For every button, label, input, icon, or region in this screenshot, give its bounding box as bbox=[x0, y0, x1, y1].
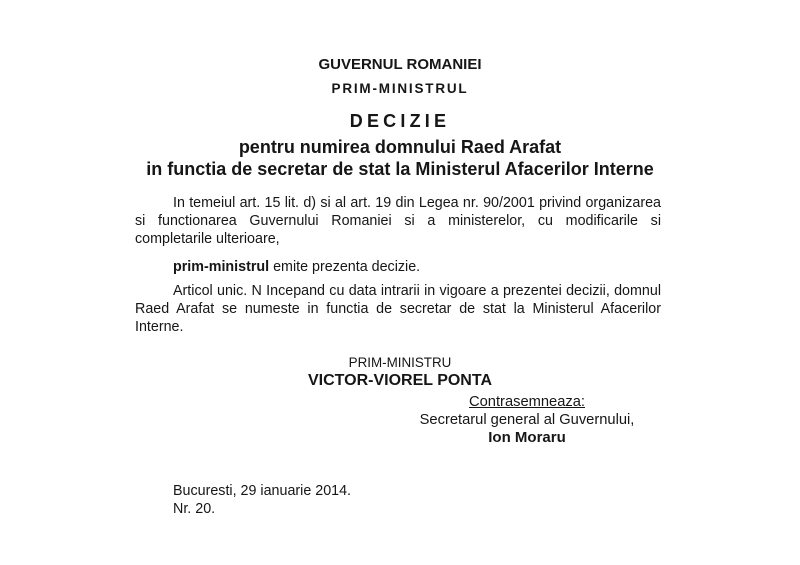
paragraph-legal-basis: In temeiul art. 15 lit. d) si al art. 19 din Legea nr. 90/2001 privind organizarea si functionarea Guvernului Romaniei si a ministerelor, cu modificarile si completarile ulterioare, bbox=[135, 195, 661, 247]
institution-title: GUVERNUL ROMANIEI bbox=[318, 56, 482, 73]
countersigner-name: Ion Moraru bbox=[488, 429, 566, 446]
office-title: PRIM-MINISTRUL bbox=[331, 81, 469, 96]
signer-title: PRIM-MINISTRU bbox=[348, 355, 452, 370]
document-subject-line2: in functia de secretar de stat la Ministerul Afacerilor Interne bbox=[146, 159, 654, 179]
place-and-date: Bucuresti, 29 ianuarie 2014. bbox=[173, 483, 352, 499]
paragraph-enactment bbox=[135, 259, 661, 277]
document-number: Nr. 20. bbox=[173, 501, 216, 517]
enactment-subject: prim-ministrul bbox=[173, 259, 270, 275]
countersign-label: Contrasemneaza: bbox=[469, 394, 585, 410]
document-type-title: DECIZIE bbox=[349, 111, 451, 131]
paragraph-article: Articol unic. N Incepand cu data intrarii in vigoare a prezentei decizii, domnul Raed Arafat se numeste in functia de secretar de stat la Ministerul Afacerilor Interne. bbox=[135, 283, 661, 335]
countersign-block bbox=[392, 394, 662, 447]
document-subject-line1: pentru numirea domnului Raed Arafat bbox=[238, 137, 562, 157]
countersigner-title: Secretarul general al Guvernului, bbox=[419, 411, 635, 428]
footer-block bbox=[173, 482, 351, 518]
signer-name: VICTOR-VIOREL PONTA bbox=[307, 372, 492, 389]
enactment-rest: emite prezenta decizie. bbox=[269, 259, 421, 275]
